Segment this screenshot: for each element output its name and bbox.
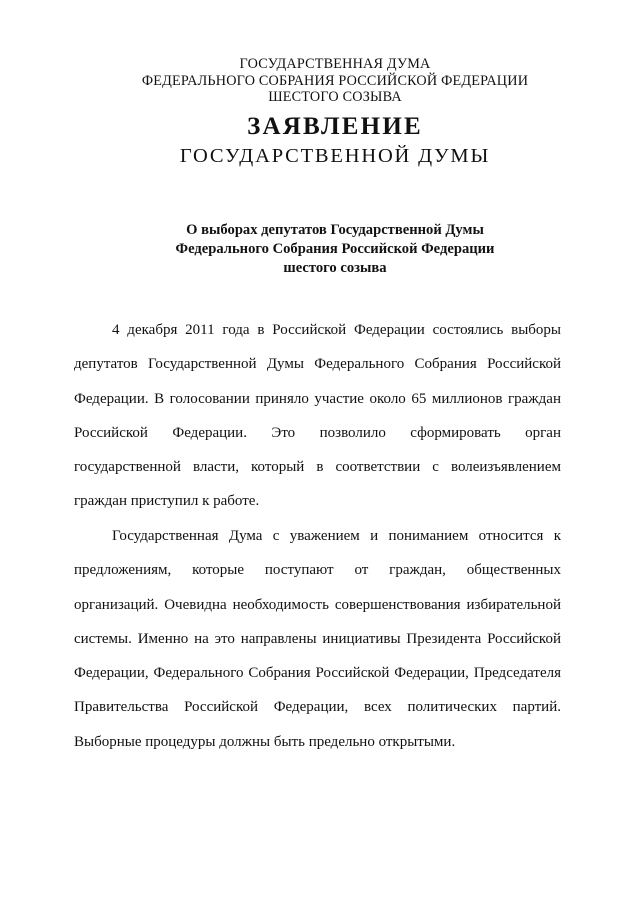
paragraph-line: Федерации. В голосовании приняло участие около 65 миллионов граждан — [74, 390, 561, 407]
document-topic — [30, 221, 640, 278]
paragraph-line: Правительства Российской Федерации, всех политических партий. — [74, 699, 561, 716]
paragraph-line: граждан приступил к работе. — [74, 493, 260, 510]
issuer-line-1: ГОСУДАРСТВЕННАЯ ДУМА — [239, 56, 431, 72]
document-type-title: ЗАЯВЛЕНИЕ — [247, 113, 423, 140]
paragraph-1 — [74, 313, 561, 519]
paragraph-line: 4 декабря 2011 года в Российской Федерации состоялись выборы — [112, 322, 561, 338]
paragraph-line: предложениям, которые поступают от граждан, общественных — [74, 562, 561, 579]
paragraph-line: Выборные процедуры должны быть предельно открытыми. — [74, 733, 456, 750]
topic-line-1: О выборах депутатов Государственной Думы — [186, 222, 484, 238]
issuer-line-3: ШЕСТОГО СОЗЫВА — [268, 89, 402, 105]
topic-line-3: шестого созыва — [283, 260, 387, 276]
paragraph-line: Российской Федерации. Это позволило сформировать орган — [74, 424, 561, 441]
issuer-line-2: ФЕДЕРАЛЬНОГО СОБРАНИЯ РОССИЙСКОЙ ФЕДЕРАЦИИ — [141, 72, 529, 89]
paragraph-2 — [74, 519, 561, 759]
paragraph-line: государственной власти, который в соответствии с волеизъявлением — [74, 459, 561, 476]
issuer-header — [0, 56, 640, 106]
paragraph-line: системы. Именно на это направлены инициативы Президента Российской — [74, 630, 561, 647]
paragraph-line: депутатов Государственной Думы Федерального Собрания Российской — [74, 356, 561, 373]
paragraph-line: организаций. Очевидна необходимость совершенствования избирательной — [74, 596, 561, 613]
paragraph-line: Федерации, Федерального Собрания Российской Федерации, Председателя — [74, 665, 561, 682]
document-subject-title: ГОСУДАРСТВЕННОЙ ДУМЫ — [179, 145, 491, 167]
paragraph-line: Государственная Дума с уважением и пониманием относится к — [112, 528, 561, 544]
topic-line-2: Федерального Собрания Российской Федерации — [175, 241, 495, 257]
